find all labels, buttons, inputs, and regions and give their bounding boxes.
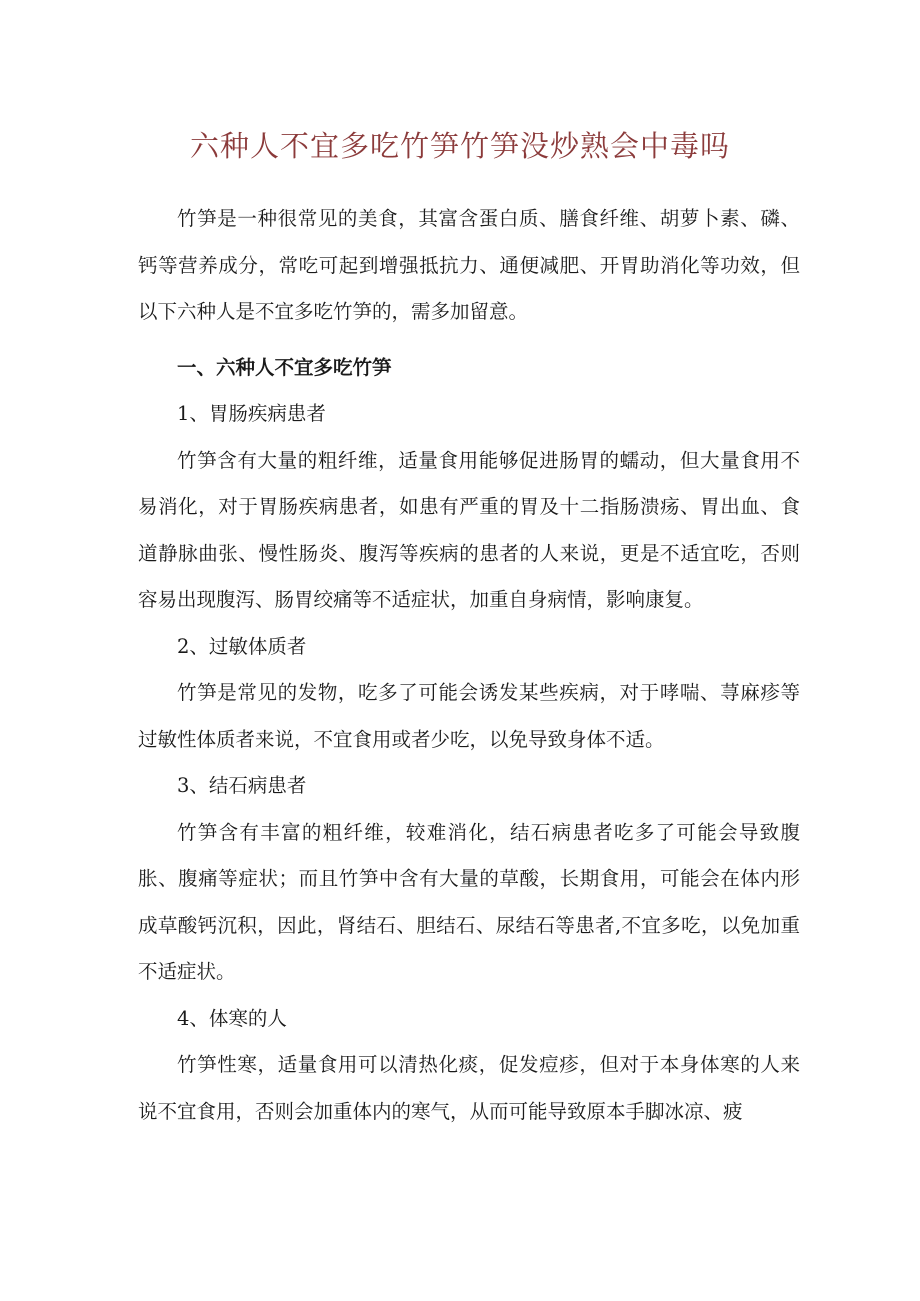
item-body-2: 竹笋是常见的发物，吃多了可能会诱发某些疾病，对于哮喘、荨麻疹等过敏性体质者来说，不宜食用或者少吃，以免导致身体不适。 bbox=[138, 681, 800, 751]
intro-paragraph: 竹笋是一种很常见的美食，其富含蛋白质、膳食纤维、胡萝卜素、磷、钙等营养成分，常吃可起到增强抵抗力、通便减肥、开胃助消化等功效，但以下六种人是不宜多吃竹笋的，需多加留意。 bbox=[138, 207, 800, 323]
item-body-4: 竹笋性寒，适量食用可以清热化痰，促发痘疹，但对于本身体寒的人来说不宜食用，否则会加重体内的寒气，从而可能导致原本手脚冰凉、疲 bbox=[138, 1053, 800, 1123]
item-body-3: 竹笋含有丰富的粗纤维，较难消化，结石病患者吃多了可能会导致腹胀、腹痛等症状；而且竹笋中含有大量的草酸，长期食用，可能会在体内形成草酸钙沉积，因此，肾结石、胆结石、尿结石等患者,不宜多吃，以免加重不适症状。 bbox=[138, 820, 800, 983]
item-heading-4: 4、体寒的人 bbox=[177, 1006, 287, 1030]
section-heading: 一、六种人不宜多吃竹笋 bbox=[177, 355, 392, 379]
item-heading-2: 2、过敏体质者 bbox=[177, 634, 307, 658]
document-body bbox=[138, 196, 800, 1135]
item-body-1: 竹笋含有大量的粗纤维，适量食用能够促进肠胃的蠕动，但大量食用不易消化，对于胃肠疾病患者，如患有严重的胃及十二指肠溃疡、胃出血、食道静脉曲张、慢性肠炎、腹泻等疾病的患者的人来说，更是不适宜吃，否则容易出现腹泻、肠胃绞痛等不适症状，加重自身病情，影响康复。 bbox=[138, 448, 800, 611]
page-title: 六种人不宜多吃竹笋竹笋没炒熟会中毒吗 bbox=[189, 129, 730, 163]
item-heading-1: 1、胃肠疾病患者 bbox=[177, 402, 326, 425]
item-heading-3: 3、结石病患者 bbox=[177, 774, 307, 797]
